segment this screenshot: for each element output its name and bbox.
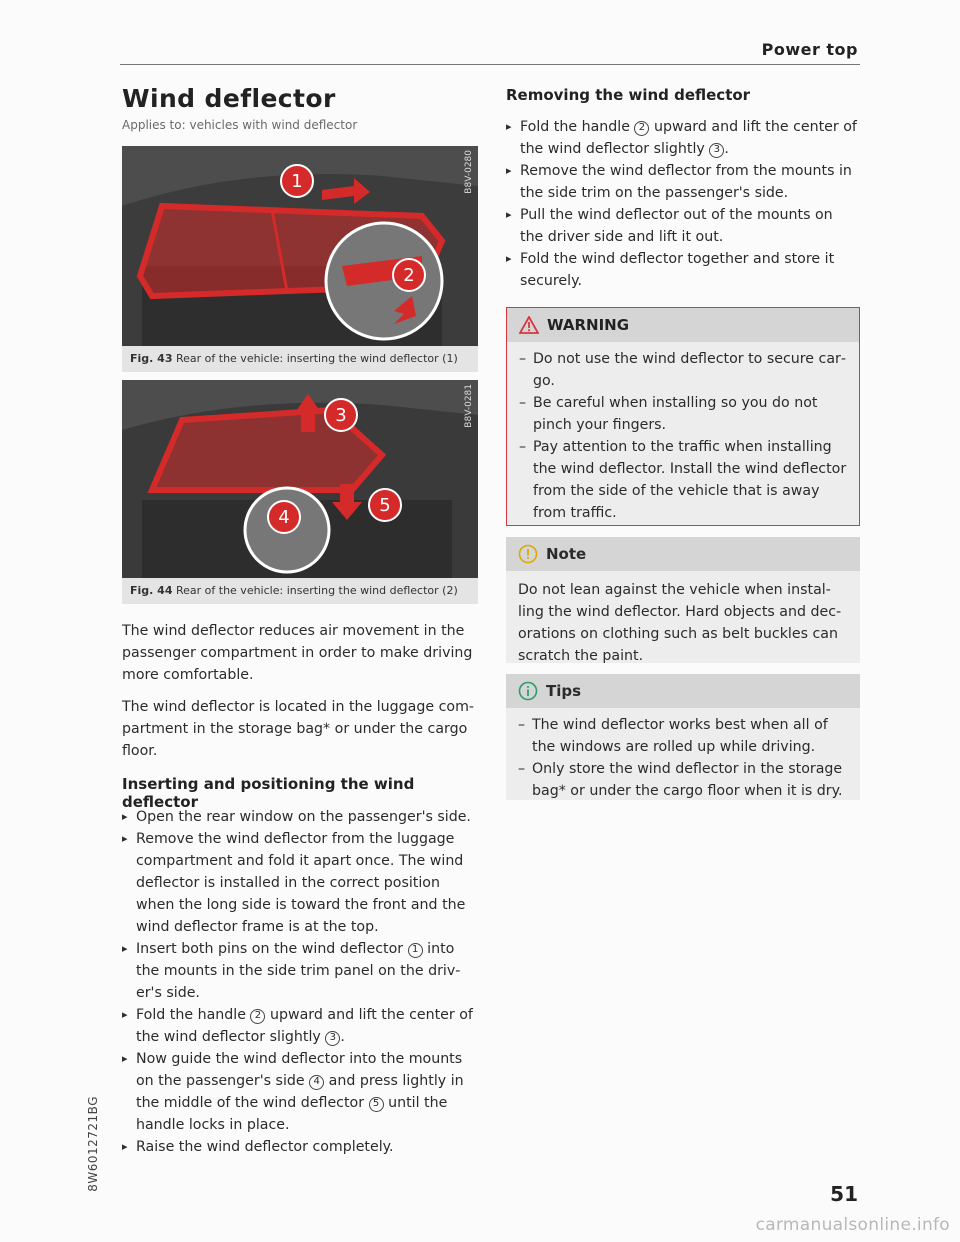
note-title: Note	[546, 545, 587, 563]
inserting-heading: Inserting and positioning the wind deflector	[122, 775, 415, 811]
step-text: into the mounts in the side trim panel on the driver's side.	[136, 941, 461, 1001]
figure-44-caption-text: Rear of the vehicle: inserting the wind deflector (2)	[175, 584, 458, 597]
figure-43-callout-1: 1	[280, 164, 314, 198]
list-item	[122, 938, 478, 1004]
callout-ref: 3	[709, 143, 724, 158]
figure-43-callout-2: 2	[392, 258, 426, 292]
step-text: upward and lift the center of the wind deflector slightly	[520, 119, 857, 157]
step-text: .	[724, 141, 729, 157]
list-item	[122, 1136, 478, 1158]
note-box	[506, 537, 860, 663]
callout-ref: 3	[325, 1031, 340, 1046]
step-text: .	[340, 1029, 345, 1045]
page-title: Wind deflector	[122, 84, 336, 113]
warning-header	[507, 308, 859, 342]
list-item	[506, 204, 860, 248]
watermark: carmanualsonline.info	[755, 1215, 950, 1235]
figure-44-callout-4: 4	[267, 500, 301, 534]
list-item	[506, 116, 860, 160]
step-text: Open the rear window on the passenger's side.	[136, 809, 471, 825]
step-text: Insert both pins on the wind deflector	[136, 941, 404, 957]
tips-list	[506, 708, 860, 808]
list-item: – Be careful when installing so you do not pinch your fingers.	[519, 392, 847, 436]
list-item: – Only store the wind deflector in the storage bag* or under the cargo floor when it is dry.	[518, 758, 848, 802]
page-number: 51	[830, 1182, 858, 1206]
inserting-steps	[122, 806, 478, 1158]
list-item	[122, 1004, 478, 1048]
intro-paragraph: The wind deflector reduces air movement in the passenger compartment in order to make driving more comfortable.	[122, 623, 473, 683]
tips-box	[506, 674, 860, 800]
figure-44-callout-3: 3	[324, 398, 358, 432]
callout-ref: 1	[408, 943, 423, 958]
list-item	[122, 828, 478, 938]
figure-43-label: Fig. 43	[130, 352, 173, 365]
step-text: upward and lift the center of the wind deflector slightly	[136, 1007, 473, 1045]
applies-to-note: Applies to: vehicles with wind deflector	[122, 118, 358, 132]
step-text: Fold the handle	[136, 1007, 246, 1023]
figure-44-image	[122, 380, 478, 578]
note-exclamation-icon	[518, 544, 538, 564]
tips-header	[506, 674, 860, 708]
step-text: Raise the wind deflector completely.	[136, 1139, 394, 1155]
list-item	[122, 1048, 478, 1136]
list-item	[506, 248, 860, 292]
step-text: Remove the wind deflector from the luggage compartment and fold it apart once. The wind deflector is installed in the correct position when the long side is toward the front and the wind deflector frame is at the top.	[136, 831, 466, 935]
step-text: Now guide the wind deflector into the mounts on the passenger's side	[136, 1051, 463, 1089]
list-item: – The wind deflector works best when all of the windows are rolled up while driving.	[518, 714, 848, 758]
list-item	[506, 160, 860, 204]
figure-43-caption-text: Rear of the vehicle: inserting the wind deflector (1)	[175, 352, 458, 365]
callout-ref: 5	[369, 1097, 384, 1112]
step-text: and press lightly in the middle of the wind deflector	[136, 1073, 464, 1111]
figure-44-label: Fig. 44	[130, 584, 173, 597]
step-text: until the handle locks in place.	[136, 1095, 448, 1133]
callout-ref: 4	[309, 1075, 324, 1090]
note-header	[506, 537, 860, 571]
step-text: Fold the wind deflector together and store it securely.	[520, 251, 835, 289]
list-item: – Do not use the wind deflector to secure cargo.	[519, 348, 847, 392]
step-text: Pull the wind deflector out of the mounts on the driver side and lift it out.	[520, 207, 833, 245]
header-rule	[120, 64, 860, 65]
running-header: Power top	[761, 40, 858, 59]
step-text: Fold the handle	[520, 119, 630, 135]
step-text: Remove the wind deflector from the mounts in the side trim on the passenger's side.	[520, 163, 852, 201]
tips-title: Tips	[546, 682, 582, 700]
warning-box	[506, 307, 860, 526]
list-item: – Pay attention to the traffic when installing the wind deflector. Install the wind deflector from the side of the vehicle that is away from traffic.	[519, 436, 847, 524]
callout-ref: 2	[634, 121, 649, 136]
location-paragraph: The wind deflector is located in the luggage compartment in the storage bag* or under the cargo floor.	[122, 699, 475, 759]
callout-ref: 2	[250, 1009, 265, 1024]
figure-44-caption	[122, 578, 478, 604]
figure-44-callout-5: 5	[368, 488, 402, 522]
note-text: Do not lean against the vehicle when installing the wind deflector. Hard objects and decorations on clothing such as belt buckles can scratch the paint.	[518, 582, 842, 664]
document-code: 8W6012721BG	[86, 1096, 100, 1192]
warning-title: WARNING	[547, 316, 630, 334]
figure-43-code: B8V-0280	[464, 150, 474, 194]
info-icon	[518, 681, 538, 701]
warning-list	[507, 342, 859, 530]
warning-triangle-icon	[519, 316, 539, 334]
figure-44-code: B8V-0281	[464, 384, 474, 428]
figure-43-caption	[122, 346, 478, 372]
removing-heading: Removing the wind deflector	[506, 86, 751, 104]
list-item	[122, 806, 478, 828]
removing-steps	[506, 116, 860, 292]
figure-43-image	[122, 146, 478, 346]
